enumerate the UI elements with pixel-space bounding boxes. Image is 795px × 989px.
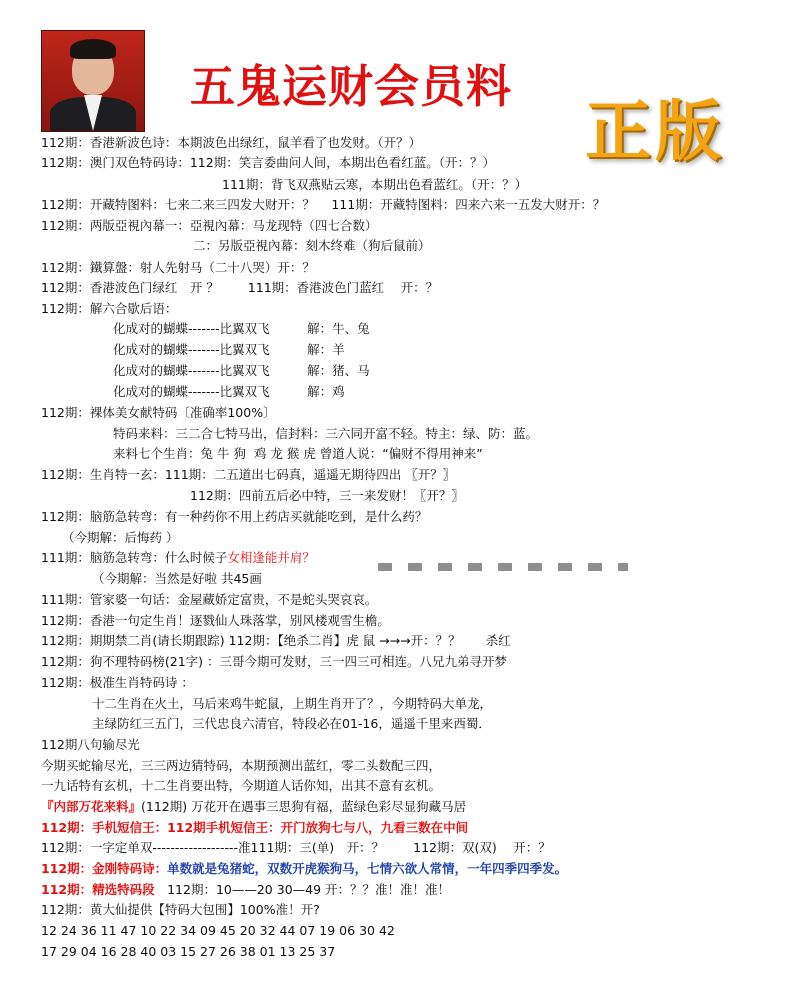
- line-02: 112期：澳门双色特码诗：112期：笑言委曲问人间，本期出色看红蓝。（开：？）: [41, 155, 495, 170]
- line-39: 12 24 36 11 47 10 22 34 09 45 20 32 44 07 19 06 30 42: [41, 923, 395, 938]
- line-24: 112期：香港一句定生肖！逐戮仙人珠落掌，别风楼观雪生檐。: [41, 613, 390, 628]
- line-31: 今期买蛇输尽光，三三两边猜特码，本期预测出蓝红，零二头数配三四，: [41, 758, 442, 773]
- line-37-rest: 112期：10——20 30—49 开：？？准！准！准！: [154, 882, 451, 897]
- line-14: 112期：裸体美女献特码〔准确率100%〕: [41, 405, 276, 420]
- line-07: 112期：鐵算盤：射人先射马（二十八哭）开：？: [41, 260, 315, 275]
- line-36: [41, 861, 567, 877]
- line-18: 112期：四前五后必中特，三一来发财！〖开？〗: [190, 488, 464, 503]
- line-05: 112期：两版亞視內幕一：亞視內幕：马龙现特（四七合数）: [41, 218, 378, 233]
- line-21: [41, 550, 315, 566]
- line-20: （今期解：后悔药 ）: [62, 530, 179, 545]
- line-12: 化成对的蝴蝶-------比翼双飞 解：猪、马: [113, 363, 370, 378]
- line-11: 化成对的蝴蝶-------比翼双飞 解：羊: [113, 342, 345, 357]
- line-08: 112期：香港波色门绿红 开 ？ 111期：香港波色门蓝红 开：？: [41, 280, 439, 295]
- line-19: 112期：脑筋急转弯：有一种药你不用上药店买就能吃到，是什么药？: [41, 509, 428, 524]
- line-38: 112期：黄大仙提供【特码大包围】100%准！开?: [41, 902, 320, 917]
- line-09: 112期：解六合歇后语：: [41, 301, 178, 316]
- line-21-red: 女相逢能并肩？: [227, 550, 315, 565]
- line-37: [41, 882, 450, 898]
- line-21-head: 111期：脑筋急转弯：什么时候子: [41, 550, 228, 565]
- line-27: 112期：极准生肖特码诗 ：: [41, 675, 194, 690]
- line-03: 111期：背飞双燕贴云寒，本期出色看蓝红。（开：？）: [222, 177, 528, 192]
- line-10: 化成对的蝴蝶-------比翼双飞 解：牛、兔: [113, 321, 370, 336]
- line-35: 112期：一字定单双-------------------准111期：三(单) 开：？ 112期：双(双) 开：？: [41, 840, 551, 855]
- line-23: 111期：管家婆一句话：金屋藏娇定富贵，不是蛇头哭哀哀。: [41, 592, 378, 607]
- genuine-stamp: 正版: [585, 92, 725, 170]
- line-06: 二：另版亞視內幕：刻木终难（狗后鼠前）: [193, 238, 431, 253]
- line-22: （今期解：当然是好啦 共45画: [92, 571, 262, 586]
- line-29: 主绿防红三五门，三代忠良六清官，特段必在01-16，遥遥千里来西蜀．: [92, 716, 491, 731]
- line-33-rest: (112期) 万花开在遇事三思狗有福，蓝绿色彩尽显狗藏马居: [141, 799, 467, 814]
- line-40: 17 29 04 16 28 40 03 15 27 26 38 01 13 25 37: [41, 944, 336, 959]
- line-33: [41, 799, 466, 815]
- line-32: 一九话特有玄机，十二生肖要出特，今期道人话你知，出其不意有玄机。: [41, 778, 442, 793]
- scan-smudge: [378, 563, 628, 571]
- line-28: 十二生肖在火土，马后来鸡牛蛇鼠，上期生肖开了？，今期特码大单龙，: [92, 696, 493, 711]
- line-13: 化成对的蝴蝶-------比翼双飞 解：鸡: [113, 384, 345, 399]
- line-17: 112期：生肖特一玄：111期：二五道出七码真，遥遥无期待四出 〖开？〗: [41, 467, 456, 482]
- line-30: 112期八句输尽光: [41, 737, 140, 752]
- line-33-highlight: 『内部万花来料』: [41, 799, 142, 814]
- page-title: 五鬼运财会员料: [190, 60, 513, 113]
- line-16: 来料七个生肖：兔 牛 狗 鸡 龙 猴 虎 曾道人说：“偏财不得用神来”: [113, 446, 483, 461]
- line-25: 112期：期期禁二肖(请长期跟踪) 112期：【绝杀二肖】虎 鼠 →→→开：？？ 杀红: [41, 633, 511, 648]
- line-04: 112期：开藏特图料：七来二来三四发大财开：？ 111期：开藏特图料：四来六来一五发大财开：？: [41, 197, 606, 212]
- line-36-rest: 单数就是兔猪蛇，双数开虎猴狗马，七情六欲人常情，一年四季四季发。: [167, 861, 568, 876]
- line-34: 112期：手机短信王：112期手机短信王：开门放狗七与八，九看三数在中间: [41, 820, 469, 835]
- line-15: 特码来料：三二合七特马出，信封料：三六同开富不轻。特主：绿、防：蓝。: [113, 426, 539, 441]
- line-01: 112期：香港新波色诗：本期波色出绿红，鼠羊看了也发财。（开？）: [41, 135, 422, 150]
- line-37-highlight: 112期：精选特码段: [41, 882, 155, 897]
- line-26: 112期：狗不理特码榜(21字) ：三哥今期可发财，三一四三可相连。八兄九弟寻开梦: [41, 654, 507, 669]
- line-36-highlight: 112期：金刚特码诗：: [41, 861, 168, 876]
